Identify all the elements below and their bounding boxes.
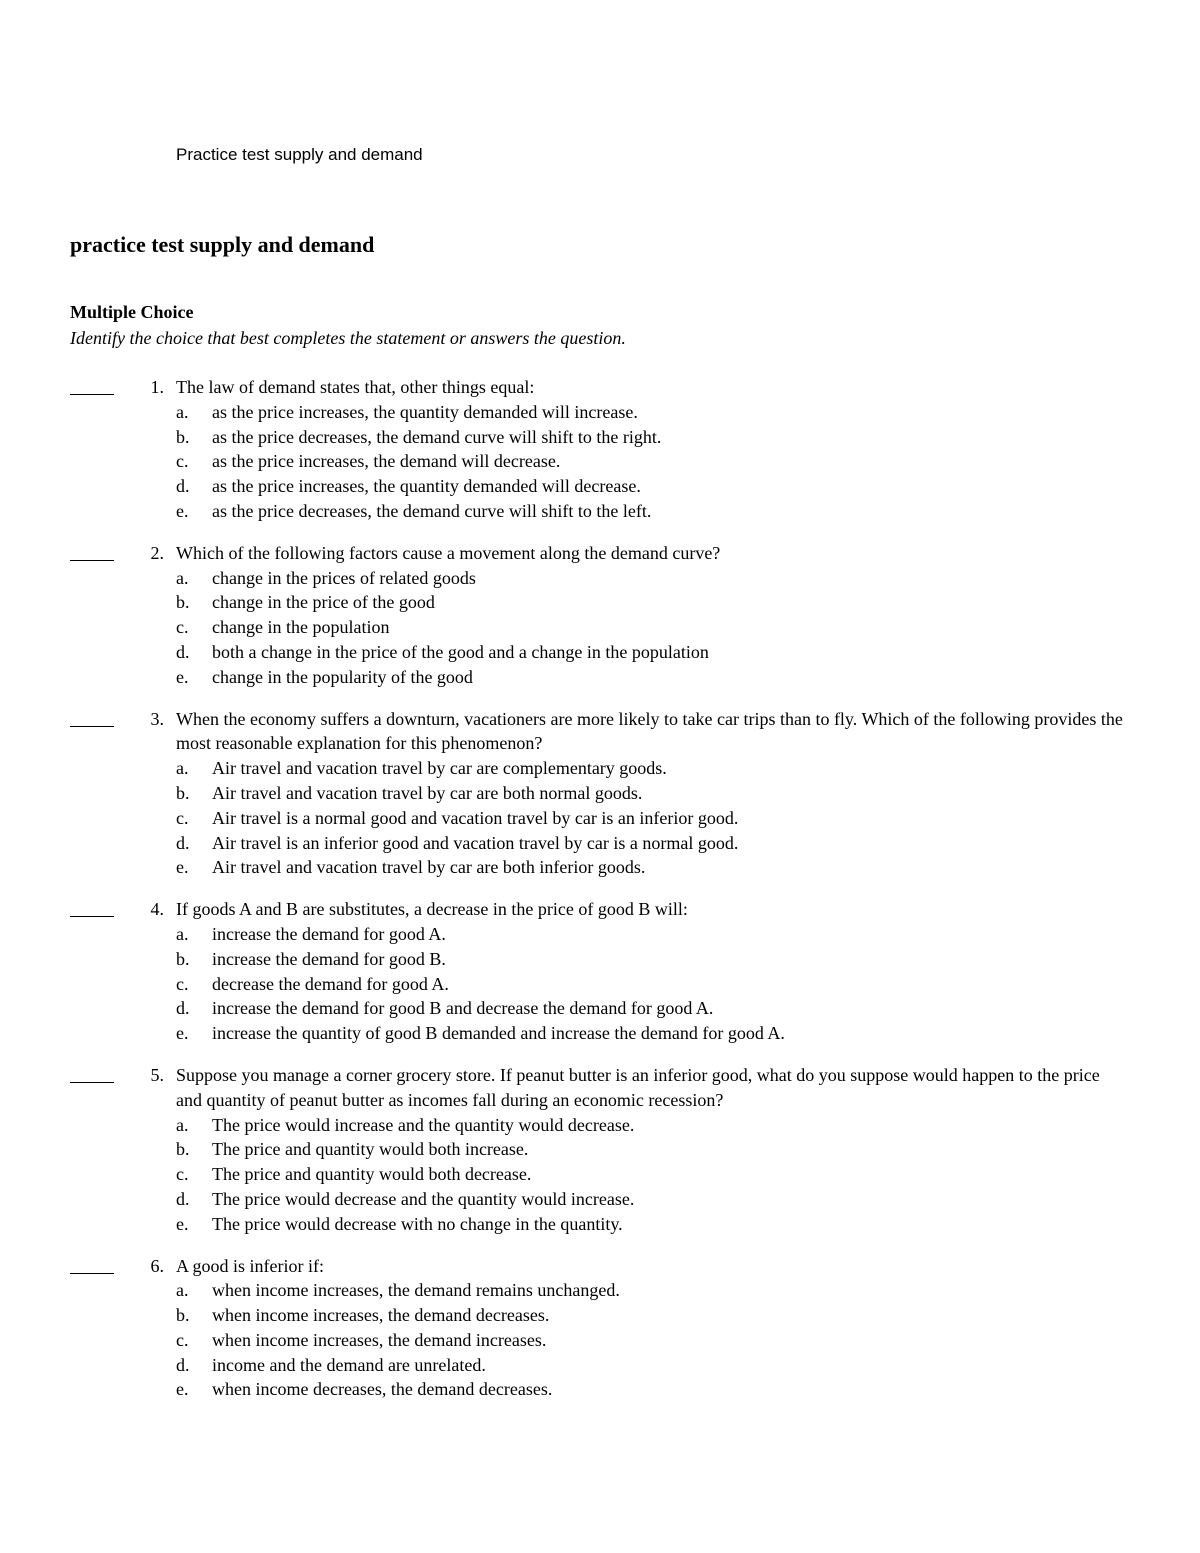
option-label: b. xyxy=(176,782,190,803)
question-number: 6. xyxy=(150,1255,164,1276)
option-text: both a change in the price of the good and a change in the population xyxy=(212,641,709,662)
option-label: a. xyxy=(176,1114,189,1135)
option-text: as the price decreases, the demand curve will shift to the right. xyxy=(212,426,662,447)
answer-option xyxy=(176,400,1130,425)
answer-blank[interactable] xyxy=(70,394,114,395)
option-text: increase the demand for good A. xyxy=(212,923,446,944)
question-item xyxy=(70,897,1130,1046)
question-text: The law of demand states that, other things equal: xyxy=(176,377,535,397)
answer-options xyxy=(176,566,1130,690)
answer-option xyxy=(176,1212,1130,1237)
option-text: increase the quantity of good B demanded and increase the demand for good A. xyxy=(212,1023,785,1044)
option-text: when income increases, the demand remains unchanged. xyxy=(212,1280,620,1301)
option-text: decrease the demand for good A. xyxy=(212,973,449,994)
answer-option xyxy=(176,590,1130,615)
option-label: c. xyxy=(176,807,189,828)
option-text: as the price increases, the demand will decrease. xyxy=(212,451,561,472)
answer-option xyxy=(176,947,1130,972)
answer-option xyxy=(176,1187,1130,1212)
option-text: as the price decreases, the demand curve will shift to the left. xyxy=(212,500,652,521)
question-item xyxy=(70,1063,1130,1237)
answer-option xyxy=(176,806,1130,831)
question-text: When the economy suffers a downturn, vacationers are more likely to take car trips than to fly. Which of the following provides the most reasonable explanation for this phenomenon? xyxy=(176,708,1123,754)
option-text: change in the popularity of the good xyxy=(212,666,473,687)
option-text: The price would increase and the quantity would decrease. xyxy=(212,1114,635,1135)
option-label: b. xyxy=(176,1305,190,1326)
question-number: 4. xyxy=(150,899,164,920)
option-label: d. xyxy=(176,476,190,497)
question-item xyxy=(70,707,1130,881)
option-label: e. xyxy=(176,1023,189,1044)
question-number: 2. xyxy=(150,542,164,563)
option-text: Air travel is a normal good and vacation travel by car is an inferior good. xyxy=(212,807,739,828)
option-text: increase the demand for good B. xyxy=(212,948,446,969)
option-label: c. xyxy=(176,451,189,472)
answer-option xyxy=(176,1353,1130,1378)
question-text: Which of the following factors cause a movement along the demand curve? xyxy=(176,542,721,563)
option-text: The price would decrease with no change in the quantity. xyxy=(212,1213,623,1234)
answer-option xyxy=(176,474,1130,499)
option-label: b. xyxy=(176,1139,190,1160)
option-label: d. xyxy=(176,998,190,1019)
option-text: when income decreases, the demand decreases. xyxy=(212,1379,553,1400)
option-label: a. xyxy=(176,758,189,779)
option-text: change in the population xyxy=(212,617,390,638)
question-item xyxy=(70,541,1130,690)
option-text: increase the demand for good B and decrease the demand for good A. xyxy=(212,998,714,1019)
answer-options xyxy=(176,400,1130,524)
option-label: e. xyxy=(176,1213,189,1234)
option-text: income and the demand are unrelated. xyxy=(212,1354,486,1375)
answer-blank[interactable] xyxy=(70,726,114,727)
option-label: a. xyxy=(176,567,189,588)
answer-options xyxy=(176,1278,1130,1402)
option-text: change in the price of the good xyxy=(212,592,435,613)
option-label: b. xyxy=(176,948,190,969)
option-label: c. xyxy=(176,1329,189,1350)
option-label: d. xyxy=(176,832,190,853)
answer-option xyxy=(176,781,1130,806)
option-text: The price would decrease and the quantity would increase. xyxy=(212,1188,635,1209)
answer-option xyxy=(176,1278,1130,1303)
answer-blank[interactable] xyxy=(70,560,114,561)
answer-option xyxy=(176,1021,1130,1046)
answer-blank[interactable] xyxy=(70,1082,114,1083)
question-text: If goods A and B are substitutes, a decrease in the price of good B will: xyxy=(176,899,688,920)
answer-option xyxy=(176,1113,1130,1138)
answer-option xyxy=(176,1137,1130,1162)
option-label: e. xyxy=(176,857,189,878)
answer-option xyxy=(176,855,1130,880)
option-text: as the price increases, the quantity demanded will increase. xyxy=(212,401,638,422)
option-label: b. xyxy=(176,592,190,613)
answer-option xyxy=(176,1328,1130,1353)
answer-option xyxy=(176,1162,1130,1187)
answer-option xyxy=(176,615,1130,640)
option-label: c. xyxy=(176,973,189,994)
question-item xyxy=(70,1254,1130,1403)
answer-option xyxy=(176,831,1130,856)
option-label: a. xyxy=(176,923,189,944)
option-text: The price and quantity would both decrease. xyxy=(212,1164,532,1185)
answer-option xyxy=(176,566,1130,591)
question-text: A good is inferior if: xyxy=(176,1255,324,1276)
option-text: Air travel and vacation travel by car are complementary goods. xyxy=(212,758,667,779)
answer-blank[interactable] xyxy=(70,1273,114,1274)
section-heading: Multiple Choice xyxy=(70,302,194,322)
option-text: as the price increases, the quantity demanded will decrease. xyxy=(212,476,641,497)
option-label: b. xyxy=(176,426,190,447)
question-number: 1. xyxy=(150,377,164,397)
answer-options xyxy=(176,922,1130,1046)
answer-options xyxy=(176,756,1130,880)
option-label: a. xyxy=(176,401,189,422)
answer-blank[interactable] xyxy=(70,916,114,917)
answer-option xyxy=(176,996,1130,1021)
option-text: when income increases, the demand decreases. xyxy=(212,1305,550,1326)
option-text: Air travel and vacation travel by car are both normal goods. xyxy=(212,782,643,803)
option-text: The price and quantity would both increase. xyxy=(212,1139,529,1160)
option-label: c. xyxy=(176,617,189,638)
questions-list xyxy=(70,375,1130,1419)
answer-option xyxy=(176,449,1130,474)
answer-option xyxy=(176,1377,1130,1402)
answer-option xyxy=(176,640,1130,665)
answer-option xyxy=(176,922,1130,947)
option-label: c. xyxy=(176,1164,189,1185)
running-header: Practice test supply and demand xyxy=(176,145,423,164)
question-number: 5. xyxy=(150,1064,164,1085)
option-label: a. xyxy=(176,1280,189,1301)
option-label: d. xyxy=(176,1354,190,1375)
option-text: Air travel is an inferior good and vacation travel by car is a normal good. xyxy=(212,832,739,853)
document-title: practice test supply and demand xyxy=(70,232,375,257)
answer-option xyxy=(176,756,1130,781)
question-number: 3. xyxy=(150,708,164,729)
option-label: e. xyxy=(176,666,189,687)
question-item xyxy=(70,375,1130,524)
option-label: d. xyxy=(176,641,190,662)
option-text: when income increases, the demand increases. xyxy=(212,1329,547,1350)
answer-option xyxy=(176,499,1130,524)
option-label: d. xyxy=(176,1188,190,1209)
answer-option xyxy=(176,1303,1130,1328)
instructions-text: Identify the choice that best completes the statement or answers the question. xyxy=(70,328,626,348)
option-label: e. xyxy=(176,1379,189,1400)
option-label: e. xyxy=(176,500,189,521)
answer-option xyxy=(176,425,1130,450)
option-text: change in the prices of related goods xyxy=(212,567,476,588)
option-text: Air travel and vacation travel by car are both inferior goods. xyxy=(212,857,646,878)
answer-option xyxy=(176,972,1130,997)
answer-option xyxy=(176,665,1130,690)
answer-options xyxy=(176,1113,1130,1237)
question-text: Suppose you manage a corner grocery store. If peanut butter is an inferior good, what do you suppose would happen to the price and quantity of peanut butter as incomes fall during an economic recession? xyxy=(176,1064,1100,1110)
